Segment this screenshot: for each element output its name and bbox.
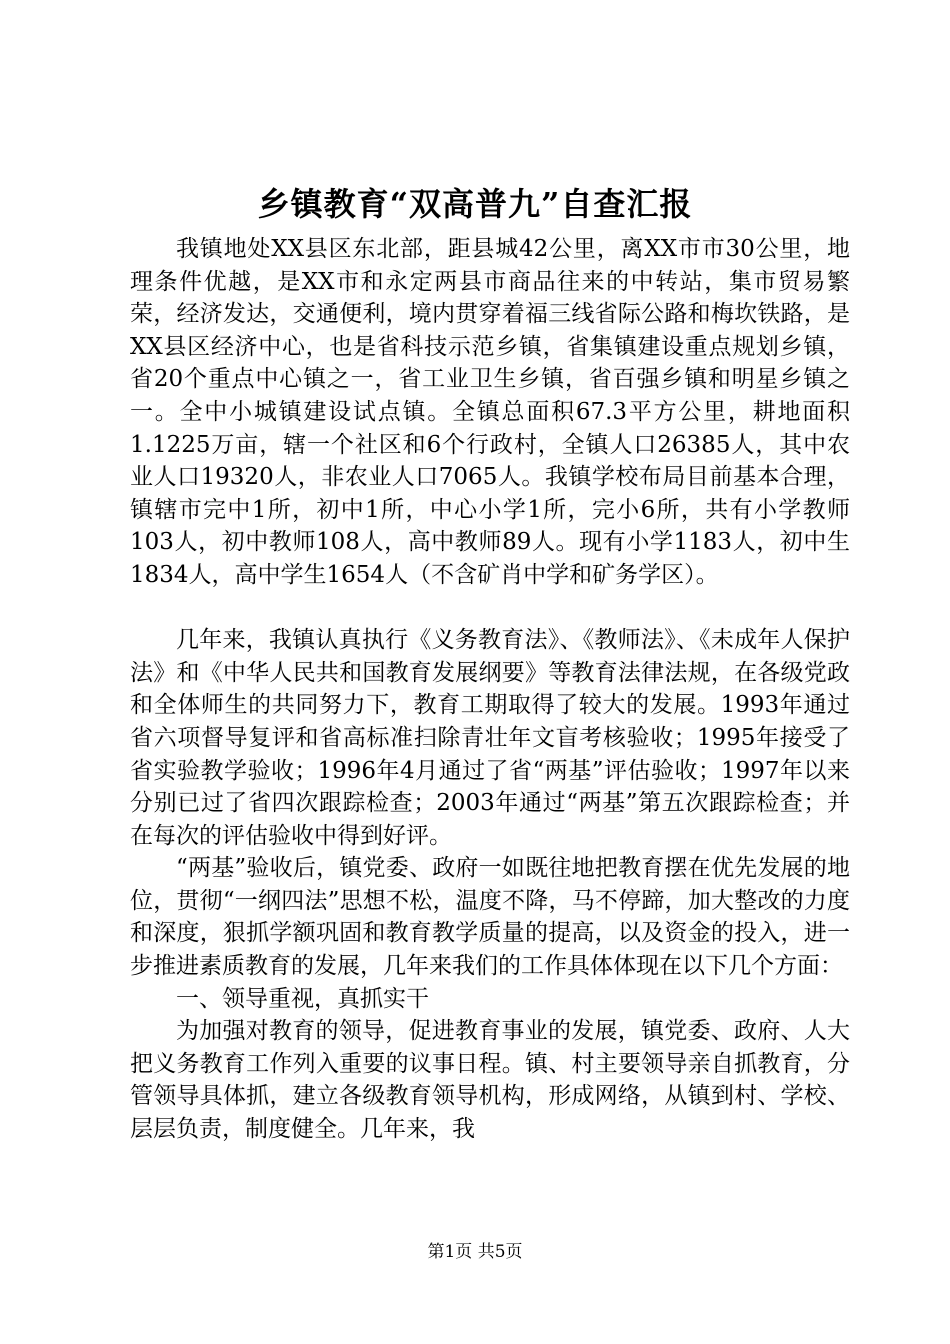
- paragraph-after-acceptance: “两基”验收后，镇党委、政府一如既往地把教育摆在优先发展的地位，贯彻“一纲四法”思想不松，温度不降，马不停蹄，加大整改的力度和深度，狠抓学额巩固和教育教学质量的提高，以及资金的投入，进一步推进素质教育的发展，几年来我们的工作具体体现在以下几个方面：: [130, 855, 850, 980]
- document-title: 乡镇教育“双高普九”自查汇报: [257, 185, 693, 223]
- paragraph-achievements: 几年来，我镇认真执行《义务教育法》、《教师法》、《未成年人保护法》和《中华人民共和国教育发展纲要》等教育法律法规，在各级党政和全体师生的共同努力下，教育工期取得了较大的发展。1993年通过省六项督导复评和省高标准扫除青壮年文盲考核验收；1995年接受了省实验教学验收；1996年4月通过了省“两基”评估验收；1997年以来分别已过了省四次跟踪检查；2003年通过“两基”第五次跟踪检查；并在每次的评估验收中得到好评。: [130, 627, 850, 849]
- document-body: [130, 233, 850, 1146]
- paragraph-overview: 我镇地处XX县区东北部，距县城42公里，离XX市市30公里，地理条件优越，是XX市和永定两县市商品往来的中转站，集市贸易繁荣，经济发达，交通便利，境内贯穿着福三线省际公路和梅坎铁路，是XX县区经济中心，也是省科技示范乡镇，省集镇建设重点规划乡镇，省20个重点中心镇之一，省工业卫生乡镇，省百强乡镇和明星乡镇之一。全中小城镇建设试点镇。全镇总面积67.3平方公里，耕地面积1.1225万亩，辖一个社区和6个行政村，全镇人口26385人，其中农业人口19320人，非农业人口7065人。我镇学校布局目前基本合理，镇辖市完中1所，初中1所，中心小学1所，完小6所，共有小学教师103人，初中教师108人，高中教师89人。现有小学1183人，初中生1834人，高中学生1654人（不含矿肖中学和矿务学区）。: [130, 236, 850, 588]
- page-number: 第1页 共5页: [427, 1242, 523, 1262]
- section-heading-leadership: 一、领导重视，真抓实干: [176, 985, 429, 1012]
- paragraph-leadership: 为加强对教育的领导，促进教育事业的发展，镇党委、政府、人大把义务教育工作列入重要的议事日程。镇、村主要领导亲自抓教育，分管领导具体抓，建立各级教育领导机构，形成网络，从镇到村、学校、层层负责，制度健全。几年来，我: [130, 1018, 850, 1143]
